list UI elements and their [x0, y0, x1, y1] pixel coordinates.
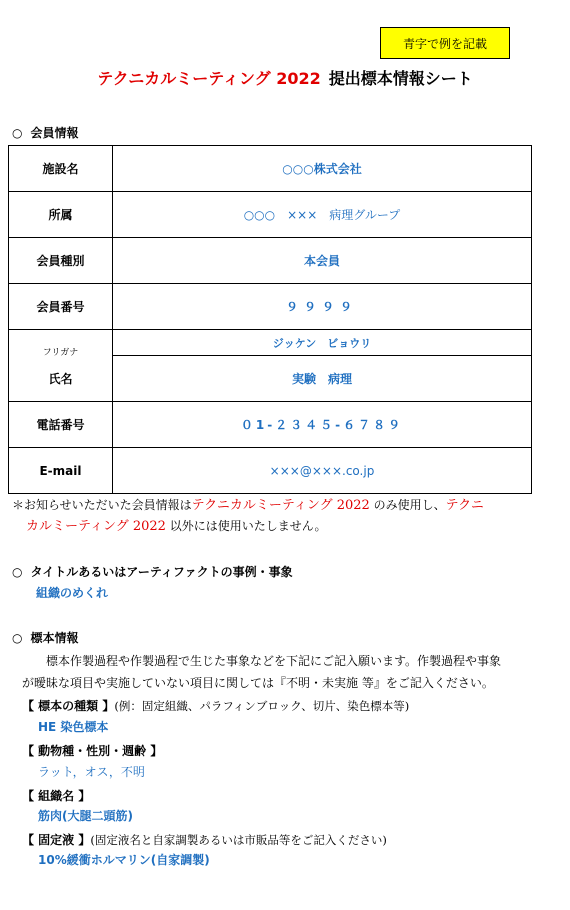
table-row: [9, 192, 532, 238]
title-section-title: タイトルあるいはアーティファクトの事例・事象: [30, 565, 293, 579]
example-note-box: [380, 27, 510, 59]
footnote-text-3: 以外には使用いたしません。: [165, 519, 327, 533]
name-value: 実験 病理: [113, 356, 532, 402]
member-type-value: 本会員: [113, 238, 532, 284]
email-value: ×××@×××.co.jp: [113, 448, 532, 494]
phone-label: 電話番号: [9, 402, 113, 448]
footnote-text-2: のみ使用し、: [369, 498, 446, 512]
specimen-type-hint: (例：固定組織、パラフィンブロック、切片、染色標本等): [114, 699, 410, 713]
fixative-value: 10%緩衝ホルマリン(自家調製): [38, 853, 210, 867]
facility-value: ○○○株式会社: [113, 146, 532, 192]
fixative-hint: (固定液名と自家調製あるいは市販品等をご記入ください): [90, 833, 387, 847]
fixative-heading: [22, 829, 387, 848]
specimen-section-heading: [12, 629, 79, 646]
affiliation-value: ○○○ ××× 病理グループ: [113, 192, 532, 238]
circle-bullet-icon: ○: [12, 631, 23, 645]
furigana-label: フリガナ: [42, 347, 79, 358]
table-row: [9, 402, 532, 448]
furigana-value: ジッケン ビョウリ: [113, 330, 532, 356]
tissue-label: 【 組織名 】: [22, 789, 91, 803]
table-row: [9, 330, 532, 356]
phone-value: ０1-２３４５-６７８９: [113, 402, 532, 448]
specimen-type-label: 【 標本の種類 】: [22, 699, 115, 713]
tissue-value: 筋肉(大腿二頭筋): [38, 809, 133, 823]
footnote-text-1: ＊お知らせいただいた会員情報は: [12, 498, 192, 512]
page-title-event: テクニカルミーティング 2022: [97, 69, 321, 88]
footnote-event-2a: テクニ: [445, 498, 484, 513]
member-section-title: 会員情報: [30, 126, 79, 140]
title-section-heading: [12, 563, 293, 580]
specimen-intro-line-2: が曖昧な項目や実施していない項目に関しては『不明・未実施 等』をご記入ください。: [22, 676, 494, 690]
privacy-footnote: [12, 495, 542, 537]
animal-label: 【 動物種・性別・週齢 】: [22, 744, 163, 758]
table-row: [9, 284, 532, 330]
name-label: 氏名: [48, 371, 73, 386]
specimen-intro-line-1: 標本作製過程や作製過程で生じた事象などを下記にご記入願います。作製過程や事象: [46, 654, 502, 668]
footnote-event-1: テクニカルミーティング 2022: [191, 498, 370, 513]
circle-bullet-icon: ○: [12, 126, 23, 140]
table-row: [9, 448, 532, 494]
footnote-event-2b: カルミーティング 2022: [26, 519, 166, 534]
specimen-section-title: 標本情報: [30, 631, 79, 645]
table-row: [9, 238, 532, 284]
page-title: [0, 66, 570, 89]
fixative-label: 【 固定液 】: [22, 833, 91, 847]
tissue-heading: [22, 785, 90, 804]
example-note-text: 青字で例を記載: [402, 36, 487, 51]
specimen-intro: [22, 650, 542, 694]
affiliation-label: 所属: [9, 192, 113, 238]
specimen-type-value: HE 染色標本: [38, 720, 109, 734]
facility-label: 施設名: [9, 146, 113, 192]
member-number-value: ９９９９: [113, 284, 532, 330]
member-type-label: 会員種別: [9, 238, 113, 284]
member-number-label: 会員番号: [9, 284, 113, 330]
member-info-table: [8, 145, 532, 494]
member-section-heading: [12, 124, 79, 141]
table-row: [9, 146, 532, 192]
animal-heading: [22, 740, 162, 759]
name-label-cell: [9, 330, 113, 402]
email-label: E-mail: [9, 448, 113, 494]
page-title-sheet: 提出標本情報シート: [328, 69, 473, 88]
specimen-type-heading: [22, 695, 409, 714]
animal-value: ラット，オス，不明: [38, 765, 145, 779]
circle-bullet-icon: ○: [12, 565, 23, 579]
title-value: 組織のめくれ: [36, 586, 109, 600]
